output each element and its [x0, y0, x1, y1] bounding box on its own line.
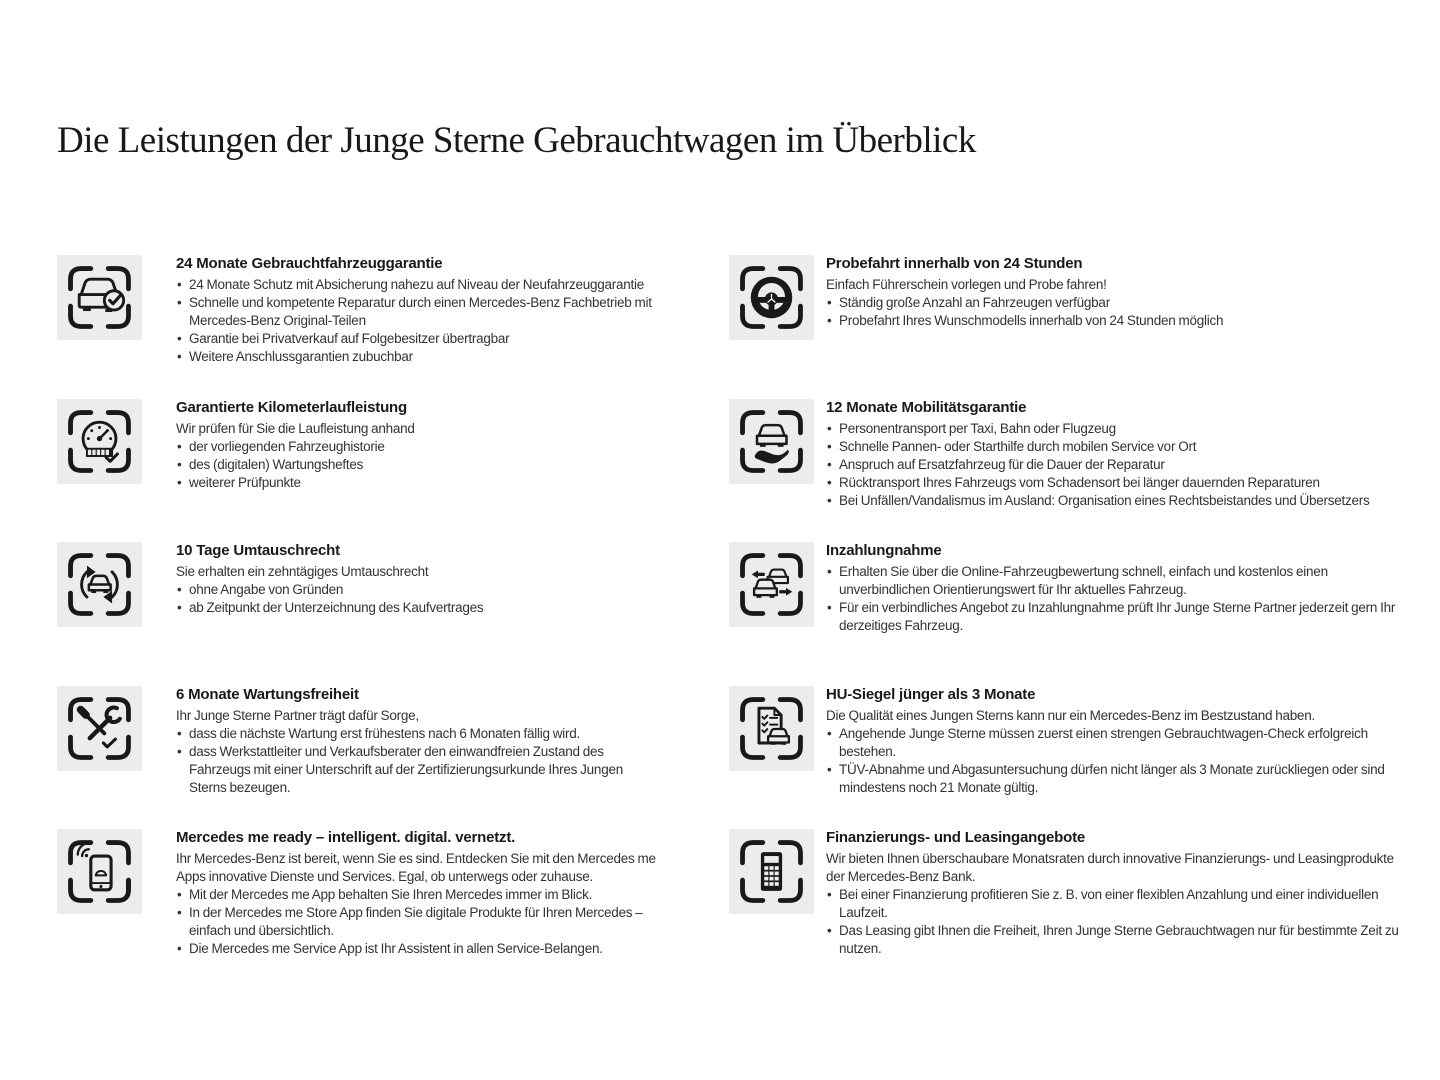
benefit-intro: Die Qualität eines Jungen Sterns kann nur ein Mercedes-Benz im Bestzustand haben.: [826, 707, 1316, 723]
cars-trade-icon: [729, 542, 814, 627]
icon-tile: [57, 399, 142, 484]
steering-wheel-icon: [729, 255, 814, 340]
icon-tile: [729, 399, 814, 484]
bullet-item: • weiterer Prüfpunkte: [176, 474, 656, 492]
benefit-intro: Wir prüfen für Sie die Laufleistung anhand: [176, 420, 415, 436]
benefit-bullets: [176, 276, 656, 366]
benefit-bullets: [826, 563, 1401, 635]
bullet-item: • Mit der Mercedes me App behalten Sie Ihren Mercedes immer im Blick.: [176, 886, 656, 904]
bullet-item: • ohne Angabe von Gründen: [176, 581, 656, 599]
bullet-item: • des (digitalen) Wartungsheftes: [176, 456, 656, 474]
icon-tile: [57, 829, 142, 914]
bullet-item: • Schnelle Pannen- oder Starthilfe durch mobilen Service vor Ort: [826, 438, 1401, 456]
benefit-bullets: [176, 438, 656, 492]
benefit-bullets: [176, 581, 656, 617]
bullet-item: • Für ein verbindliches Angebot zu Inzahlungnahme prüft Ihr Junge Sterne Partner jederzeit gern Ihr derzeitiges Fahrzeug.: [826, 599, 1401, 635]
benefit-financing-leasing: [729, 829, 1429, 973]
car-hand-icon: [729, 399, 814, 484]
benefit-maintenance-free: [57, 686, 712, 830]
icon-tile: [729, 829, 814, 914]
benefit-exchange-right: [57, 542, 712, 686]
benefits-column-left: [57, 255, 712, 973]
bullet-item: • Schnelle und kompetente Reparatur durch einen Mercedes-Benz Fachbetrieb mit Mercedes-Benz Original-Teilen: [176, 294, 656, 330]
tools-icon: [57, 686, 142, 771]
bullet-item: • Das Leasing gibt Ihnen die Freiheit, Ihren Junge Sterne Gebrauchtwagen nur für bestimmte Zeit zu nutzen.: [826, 922, 1401, 958]
bullet-item: • dass die nächste Wartung erst frühestens nach 6 Monaten fällig wird.: [176, 725, 656, 743]
bullet-item: • Garantie bei Privatverkauf auf Folgebesitzer übertragbar: [176, 330, 656, 348]
benefit-intro: Sie erhalten ein zehntägiges Umtauschrecht: [176, 564, 429, 579]
benefit-trade-in: [729, 542, 1429, 686]
benefit-bullets: [826, 420, 1401, 510]
benefit-bullets: [826, 725, 1401, 797]
icon-tile: [57, 686, 142, 771]
benefit-bullets: [176, 886, 656, 958]
car-check-icon: [57, 255, 142, 340]
benefit-heading: 24 Monate Gebrauchtfahrzeuggarantie: [176, 255, 443, 272]
icon-tile: [729, 686, 814, 771]
benefit-heading: Probefahrt innerhalb von 24 Stunden: [826, 255, 1083, 272]
benefit-heading: 6 Monate Wartungsfreiheit: [176, 685, 359, 703]
benefit-heading: 12 Monate Mobilitätsgarantie: [826, 398, 1027, 416]
calculator-icon: [729, 829, 814, 914]
bullet-item: • Personentransport per Taxi, Bahn oder Flugzeug: [826, 420, 1401, 438]
benefit-bullets: [826, 886, 1401, 958]
bullet-item: • Probefahrt Ihres Wunschmodells innerhalb von 24 Stunden möglich: [826, 312, 1401, 330]
benefit-mercedes-me: [57, 829, 712, 973]
bullet-item: • dass Werkstattleiter und Verkaufsberater den einwandfreien Zustand des Fahrzeugs mit einer Unterschrift auf der Zertifizierungsurkunde Ihres Jungen Sterns bezeugen.: [176, 743, 656, 797]
bullet-item: • In der Mercedes me Store App finden Sie digitale Produkte für Ihren Mercedes – einfach und übersichtlich.: [176, 904, 656, 940]
bullet-item: • Bei Unfällen/Vandalismus im Ausland: Organisation eines Rechtsbeistandes und Übersetzers: [826, 492, 1401, 510]
benefit-heading: HU-Siegel jünger als 3 Monate: [826, 685, 1036, 703]
benefit-bullets: [176, 725, 656, 797]
benefit-used-car-warranty: [57, 255, 712, 399]
bullet-item: • 24 Monate Schutz mit Absicherung nahezu auf Niveau der Neufahrzeuggarantie: [176, 276, 656, 294]
benefit-guaranteed-mileage: [57, 399, 712, 543]
benefit-hu-seal: [729, 686, 1429, 830]
benefit-test-drive: [729, 255, 1429, 399]
benefits-column-right: [729, 255, 1429, 973]
bullet-item: • der vorliegenden Fahrzeughistorie: [176, 438, 656, 456]
benefit-intro: Ihr Junge Sterne Partner trägt dafür Sorge,: [176, 707, 419, 723]
bullet-item: • Bei einer Finanzierung profitieren Sie z. B. von einer flexiblen Anzahlung und einer individuellen Laufzeit.: [826, 886, 1401, 922]
bullet-item: • Angehende Junge Sterne müssen zuerst einen strengen Gebrauchtwagen-Check erfolgreich bestehen.: [826, 725, 1401, 761]
benefit-intro: Wir bieten Ihnen überschaubare Monatsraten durch innovative Finanzierungs- und Leasingprodukte der Mercedes-Benz Bank.: [826, 851, 1394, 884]
icon-tile: [57, 542, 142, 627]
benefit-intro: Ihr Mercedes-Benz ist bereit, wenn Sie es sind. Entdecken Sie mit den Mercedes me Apps innovative Dienste und Services. Egal, ob unterwegs oder zuhause.: [176, 851, 656, 884]
icon-tile: [57, 255, 142, 340]
benefit-heading: Mercedes me ready – intelligent. digital. vernetzt.: [176, 829, 516, 846]
bullet-item: • Ständig große Anzahl an Fahrzeugen verfügbar: [826, 294, 1401, 312]
bullet-item: • Erhalten Sie über die Online-Fahrzeugbewertung schnell, einfach und kostenlos einen unverbindlichen Orientierungswert für Ihr aktuelles Fahrzeug.: [826, 563, 1401, 599]
bullet-item: • TÜV-Abnahme und Abgasuntersuchung dürfen nicht länger als 3 Monate zurückliegen oder sind mindestens noch 21 Monate gültig.: [826, 761, 1401, 797]
bullet-item: • Anspruch auf Ersatzfahrzeug für die Dauer der Reparatur: [826, 456, 1401, 474]
benefit-intro: Einfach Führerschein vorlegen und Probe fahren!: [826, 277, 1107, 292]
benefit-heading: 10 Tage Umtauschrecht: [176, 542, 340, 559]
page-title: Die Leistungen der Junge Sterne Gebrauchtwagen im Überblick: [57, 120, 976, 161]
benefit-bullets: [826, 294, 1401, 330]
bullet-item: • Weitere Anschlussgarantien zubuchbar: [176, 348, 656, 366]
icon-tile: [729, 255, 814, 340]
speedometer-icon: [57, 399, 142, 484]
checklist-car-icon: [729, 686, 814, 771]
icon-tile: [729, 542, 814, 627]
benefit-mobility-warranty: [729, 399, 1429, 543]
smartphone-icon: [57, 829, 142, 914]
benefit-heading: Finanzierungs- und Leasingangebote: [826, 829, 1086, 846]
bullet-item: • Die Mercedes me Service App ist Ihr Assistent in allen Service-Belangen.: [176, 940, 656, 958]
bullet-item: • ab Zeitpunkt der Unterzeichnung des Kaufvertrages: [176, 599, 656, 617]
bullet-item: • Rücktransport Ihres Fahrzeugs vom Schadensort bei länger dauernden Reparaturen: [826, 474, 1401, 492]
car-exchange-icon: [57, 542, 142, 627]
benefit-heading: Garantierte Kilometerlaufleistung: [176, 398, 407, 416]
benefit-heading: Inzahlungnahme: [826, 542, 942, 559]
